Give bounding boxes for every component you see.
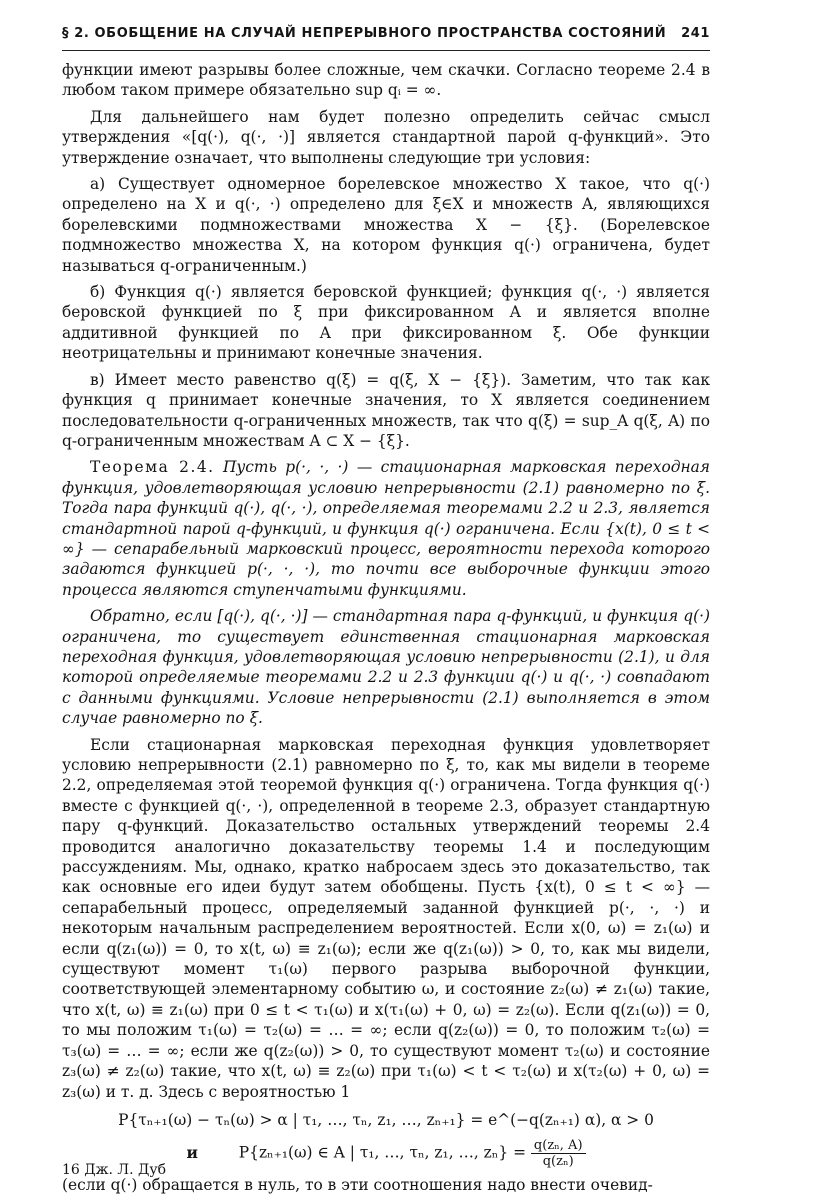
formula-conjunction: и <box>186 1143 198 1162</box>
condition-a: а) Существует одномерное борелевское множество X такое, что q(·) определено на X и q(·, ·) определено для ξ∈X и множеств A, являющихся борелевскими подмножествами множества X − {ξ}. (Борелевское подмножество множества X, на котором функция q(·) ограничена, будет называться q-ограниченным.) <box>62 175 710 275</box>
theorem-2-4 <box>62 457 710 600</box>
condition-c: в) Имеет место равенство q(ξ) = q(ξ, X − {ξ}). Заметим, что так как функция q принимает конечные значения, то X является соединением последовательности q-ограниченных множеств, так что q(ξ) = sup_A q(ξ, A) по q-ограниченным множествам A ⊂ X − {ξ}. <box>62 370 710 450</box>
paragraph-definition-intro: Для дальнейшего нам будет полезно определить сейчас смысл утверждения «[q(·), q(·, ·)] является стандартной парой q-функций». Это утверждение означает, что выполнены следующие три условия: <box>62 107 710 167</box>
header-rule <box>62 50 710 51</box>
paragraph-continuation: функции имеют разрывы более сложные, чем скачки. Согласно теореме 2.4 в любом таком примере обязательно sup qᵢ = ∞. <box>62 61 710 100</box>
condition-b: б) Функция q(·) является беровской функцией; функция q(·, ·) является беровской функцией по ξ при фиксированном A и является вполне аддитивной функцией по A при фиксированном ξ. Обе функции неотрицательны и принимают конечные значения. <box>62 283 710 363</box>
paragraph-last-line: (если q(·) обращается в нуль, то в эти соотношения надо внести очевид- <box>62 1176 653 1195</box>
formula-jump-left: P{zₙ₊₁(ω) ∈ A | τ₁, …, τₙ, z₁, …, zₙ} = <box>238 1143 527 1162</box>
paragraph-proof-sketch: Если стационарная марковская переходная функция удовлетворяет условию непрерывности (2.1) равномерно по ξ, то, как мы видели в теореме 2.2, определяемая этой теоремой функция q(·) ограничена. Тогда функция q(·) вместе с функцией q(·, ·), определенной в теореме 2.3, образует стандартную пару q-функций. Доказательство остальных утверждений теоремы 2.4 проводится аналогично доказательству теоремы 1.4 и последующим рассуждениям. Мы, однако, кратко набросаем здесь это доказательство, так как основные его идеи будут затем обобщены. Пусть {x(t), 0 ≤ t < ∞} — сепарабельный процесс, определяемый заданной функцией p(·, ·, ·) и некоторым начальным распределением вероятностей. Если x(0, ω) = z₁(ω) и если q(z₁(ω)) = 0, то x(t, ω) ≡ z₁(ω); если же q(z₁(ω)) > 0, то, как мы видели, существуют момент τ₁(ω) первого разрыва выборочной функции, соответствующей элементарному событию ω, и состояние z₂(ω) ≠ z₁(ω) такие, что x(t, ω) ≡ z₁(ω) при 0 ≤ t < τ₁(ω) и x(τ₁(ω) + 0, ω) = z₂(ω). Если q(z₁(ω)) = 0, то мы положим τ₁(ω) = τ₂(ω) = … = ∞; если q(z₂(ω)) = 0, то положим τ₂(ω) = τ₃(ω) = … = ∞; если же q(z₂(ω)) > 0, то существуют момент τ₂(ω) и состояние z₃(ω) ≠ z₂(ω) такие, что x(t, ω) ≡ z₂(ω) при τ₁(ω) < t < τ₂(ω) и x(τ₂(ω) + 0, ω) = z₃(ω) и т. д. Здесь с вероятностью 1 <box>62 735 710 1101</box>
formula-waiting-time: P{τₙ₊₁(ω) − τₙ(ω) > α | τ₁, …, τₙ, z₁, …, zₙ₊₁} = e^(−q(zₙ₊₁) α), α > 0 <box>118 1110 654 1129</box>
theorem-title: Теорема 2.4. <box>90 458 215 477</box>
theorem-converse: Обратно, если [q(·), q(·, ·)] — стандартная пара q-функций, и функция q(·) ограничена, то существует единственная стационарная марковская переходная функция, удовлетворяющая условию непрерывности (2.1), и для которой определяемые теоремами 2.2 и 2.3 функции q(·) и q(·, ·) совпадают с данными функциями. Условие непрерывности (2.1) выполняется в этом случае равномерно по ξ. <box>62 607 710 728</box>
fraction-denominator: q(zₙ) <box>542 1154 574 1170</box>
theorem-statement: Пусть p(·, ·, ·) — стационарная марковская переходная функция, удовлетворяющая условию непрерывности (2.1) равномерно по ξ. Тогда пара функций q(·), q(·, ·), определяемая теоремами 2.2 и 2.3, является стандартной парой q-функций, и функция q(·) ограничена. Если {x(t), 0 ≤ t < ∞} — сепарабельный марковский процесс, вероятности перехода которого задаются функцией p(·, ·, ·), то почти все выборочные функции этого процесса являются ступенчатыми функциями. <box>62 458 710 599</box>
signature-footer: 16 Дж. Л. Дуб <box>62 1162 167 1178</box>
formula-fraction <box>531 1138 586 1169</box>
running-head <box>62 26 710 41</box>
page-number: 241 <box>681 26 710 41</box>
running-head-title: § 2. ОБОБЩЕНИЕ НА СЛУЧАЙ НЕПРЕРЫВНОГО ПРОСТРАНСТВА СОСТОЯНИЙ <box>62 26 667 41</box>
fraction-numerator: q(zₙ, A) <box>531 1138 586 1154</box>
main-text <box>62 60 710 1202</box>
